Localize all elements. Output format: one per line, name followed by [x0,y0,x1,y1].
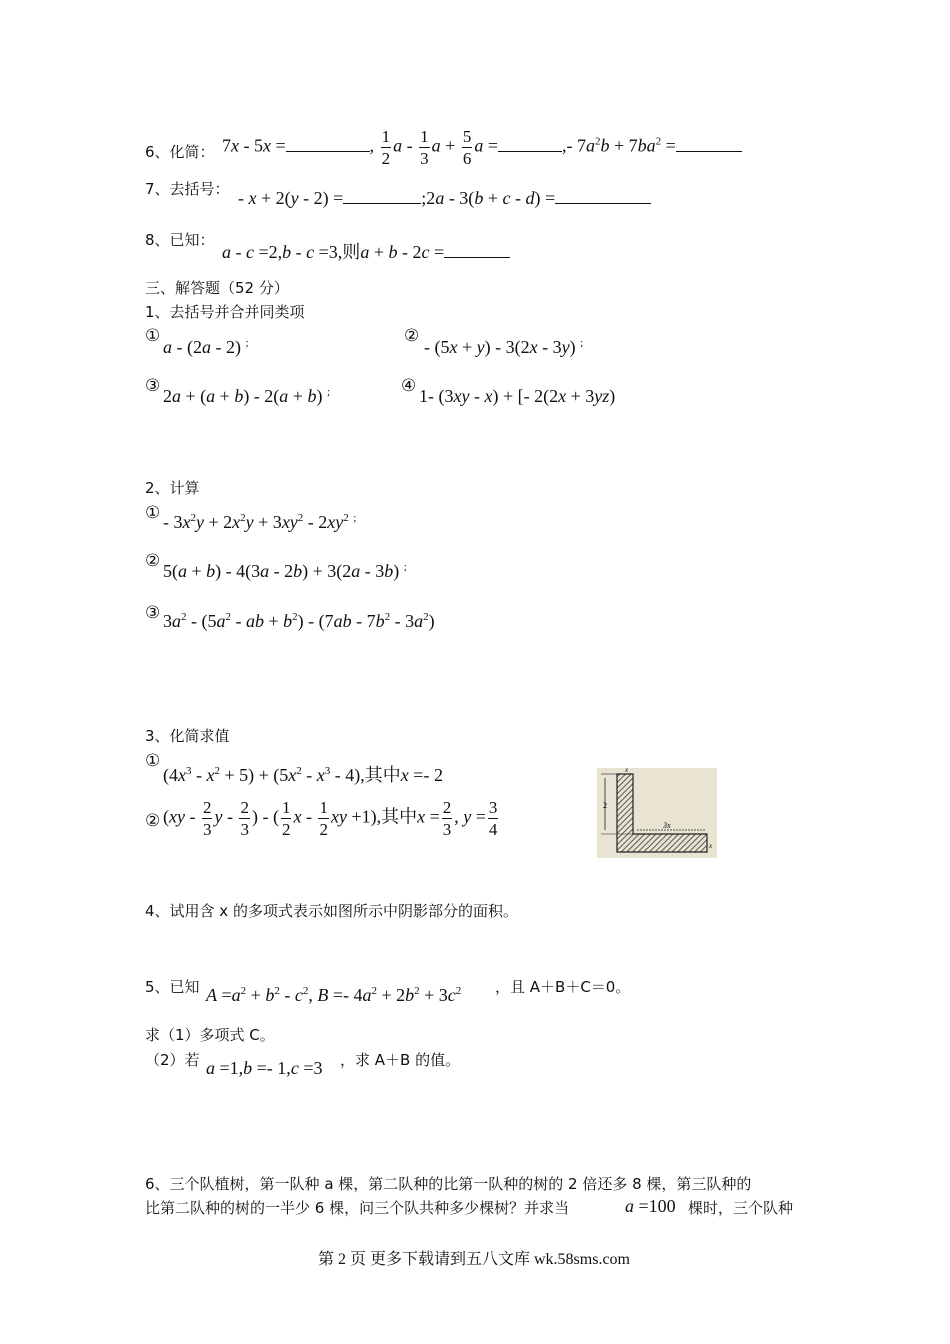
figure-label-3x: 3x [663,821,671,830]
q6-line2-a: 比第二队种的树的一半少 6 棵，问三个队共种多少棵树？并求当 [145,1199,570,1217]
page-footer: 第 2 页 更多下载请到五八文库 wk.58sms.com [318,1251,631,1268]
figure-svg [597,768,717,858]
q1-item4-marker: ④ [401,376,417,396]
q5-label: 5、已知 [145,978,200,996]
q6-line2-b: 棵时，三个队种 [688,1199,794,1217]
q3-title: 3、化简求值 [145,727,230,745]
q6-label: 6、化简： [145,143,215,161]
q1-title: 1、去括号并合并同类项 [145,303,305,321]
figure-label-top-x: x [625,768,629,774]
q1-item3-expr: 2a + (a + b) - 2(a + b) ; [163,386,331,406]
q7-expression: - x + 2(y - 2) = ;2a - 3(b + c - d) = [238,188,651,209]
q8-label: 8、已知： [145,231,215,249]
q5-part2-label: （2）若 [145,1051,200,1069]
q3-item1-marker: ① [145,751,161,771]
q1-item2-expr: - (5x + y) - 3(2x - 3y) ; [424,337,584,357]
q2-item3-marker: ③ [145,603,161,623]
q8-expression: a - c =2,b - c =3,则a + b - 2c = [222,238,510,264]
q6-line1: 6、三个队植树，第一队种 a 棵，第二队种的比第一队种的树的 2 倍还多 8 棵，第三队种的 [145,1175,752,1193]
q2-item2-marker: ② [145,551,161,571]
figure-label-2: 2 [603,801,607,810]
q5-expression: $A =a^2 + b^2 - c^2$, $B =- 4a^2 + 2b^2 + 3c^2$ [206,985,462,1005]
q3-item2-marker: ② [145,811,161,831]
q2-title: 2、计算 [145,479,200,497]
q5-suffix: ，且 A＋B＋C＝0。 [495,978,631,996]
q2-item2-expr: 5(a + b) - 4(3a - 2b) + 3(2a - 3b) ; [163,561,407,581]
shaded-l-shape-figure [597,768,717,858]
q1-item1-expr: a - (2a - 2) ; [163,337,249,357]
q5-part1: 求（1）多项式 C。 [145,1026,275,1044]
q6-line2-expr: a =100 [625,1196,676,1216]
q1-item1-marker: ① [145,326,161,346]
q3-item1-expr: $(4x^3 - x^2 + 5) + (5x^2 - x^3 - 4)$,其中x =- 2 [163,765,443,785]
q1-item2-marker: ② [404,326,420,346]
q5-part2-expr: a =1,b =- 1,c =3 [206,1058,323,1078]
q5-part2-suffix: ，求 A＋B 的值。 [340,1051,461,1069]
q1-item4-expr: 1- (3xy - x) + [- 2(2x + 3yz) [419,386,616,406]
section3-heading: 三、解答题（52 分） [145,279,289,297]
q4-text: 4、试用含 x 的多项式表示如图所示中阴影部分的面积。 [145,902,518,920]
q2-item3-expr: $3a^2 - (5a^2$ - ab + $b^2) - (7ab - 7b^2 - 3a^2)$ [163,611,435,631]
q6-expression: 7x - 5x = , $\frac{1}{2}$ a - $\frac{1}{3}$ a + $\frac{5}{6}$ a = ,- $7a^2b + 7ba^2$ = [222,128,742,167]
q3-item2-expr: (xy - $\frac{2}{3}$ y - $\frac{2}{3}$ ) - ( $\frac{1}{2}$ x - $\frac{1}{2}$ xy +1),其中x = $\frac{2}{3}$ , y = $\frac{3}{4}$ [163,798,498,839]
q1-item3-marker: ③ [145,376,161,396]
figure-label-right-x: x [709,842,713,850]
q2-item1-expr: - $3x^2y + 2x^2y + 3xy^2 - 2xy^2$ ; [163,512,357,532]
q2-item1-marker: ① [145,503,161,523]
q7-label: 7、去括号： [145,180,230,198]
